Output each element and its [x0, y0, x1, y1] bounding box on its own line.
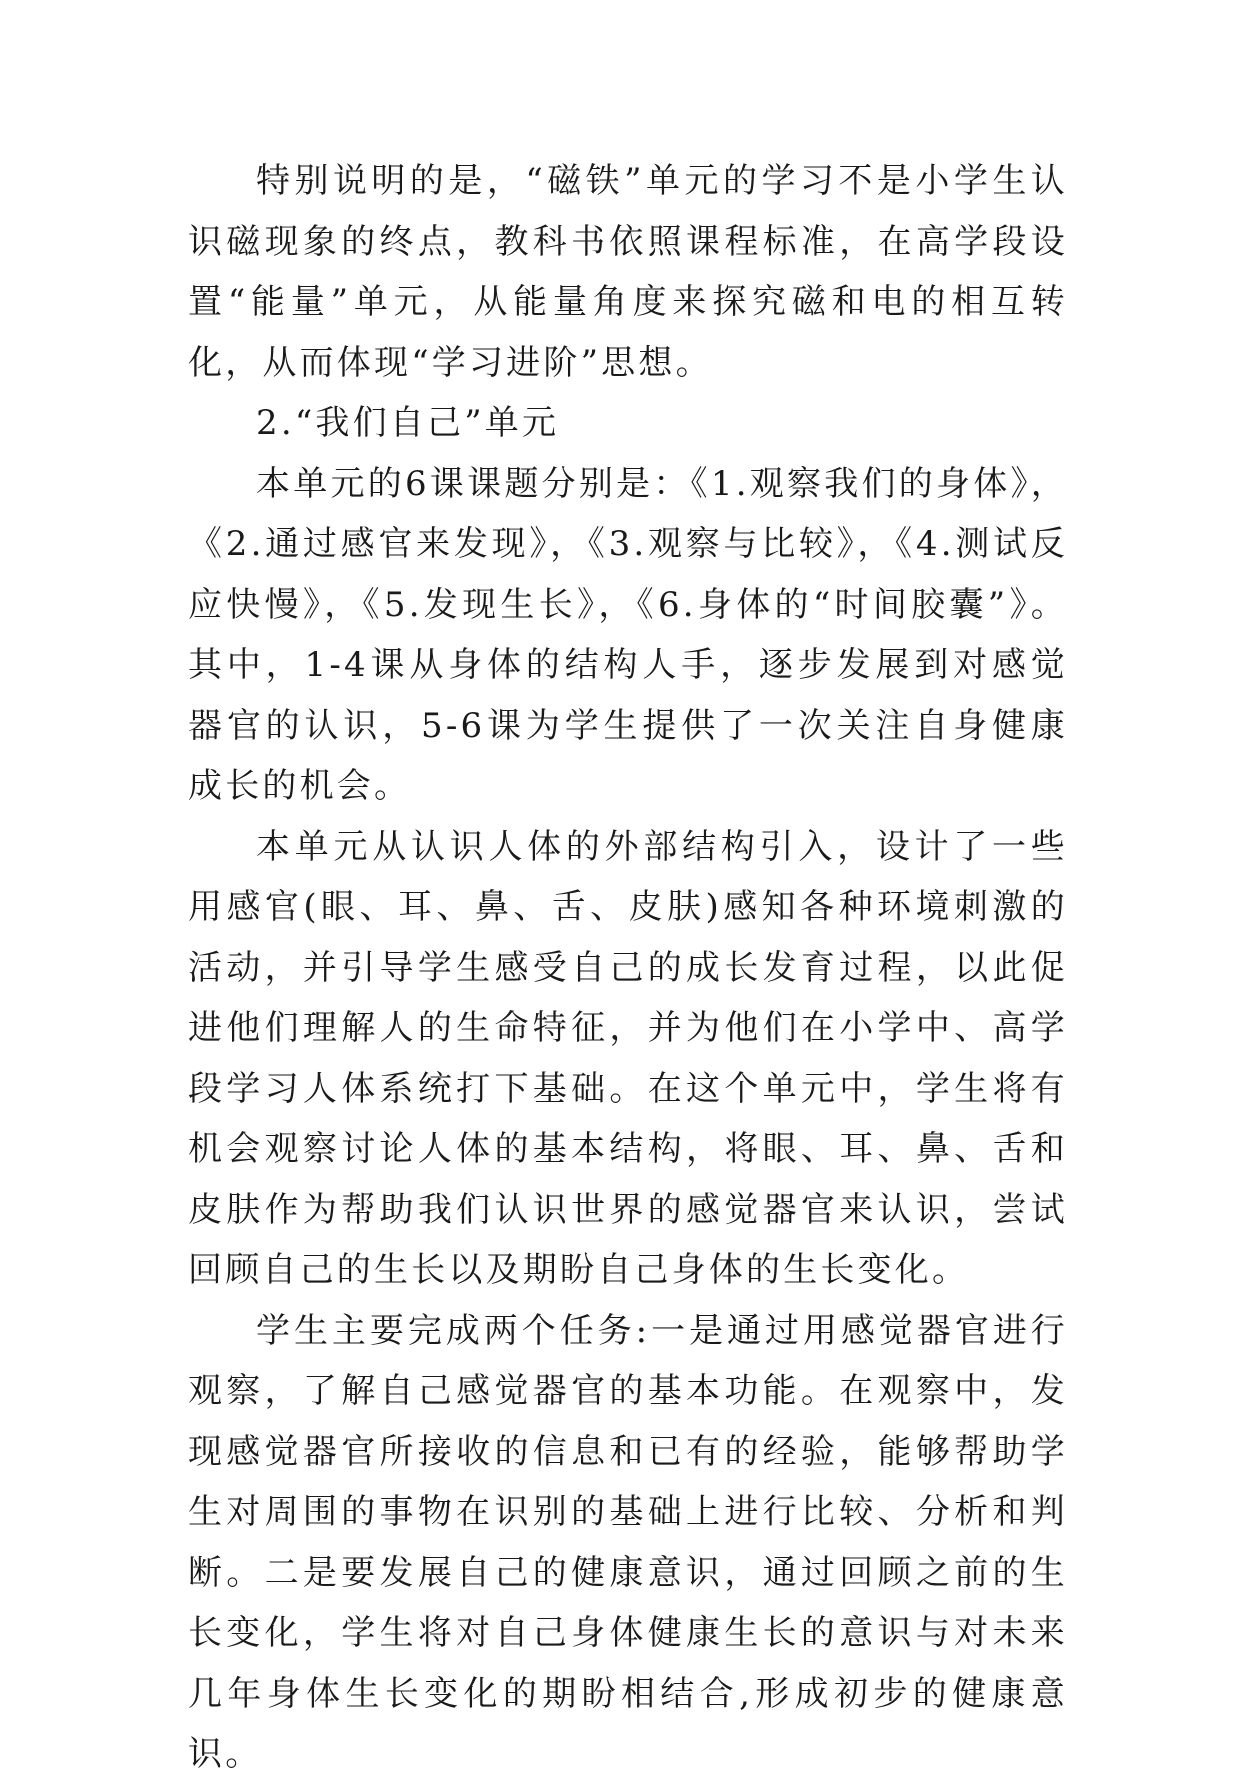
paragraph-lesson-titles: 本单元的6课课题分别是：《1.观察我们的身体》，《2.通过感官来发现》，《3.观察与比较》，《4.测试反应快慢》，《5.发现生长》，《6.身体的“时间胶囊”》。其中，1-4课从身体的结构人手，逐步发展到对感觉器官的认识，5-6课为学生提供了一次关注自身健康成长的机会。 — [188, 463, 1068, 806]
paragraph-student-tasks: 学生主要完成两个任务:一是通过用感觉器官进行观察，了解自己感觉器官的基本功能。在观察中，发现感觉器官所接收的信息和已有的经验，能够帮助学生对周围的事物在识别的基础上进行比较、分析和判断。二是要发展自己的健康意识，通过回顾之前的生长变化，学生将对自己身体健康生长的意识与对未来几年身体生长变化的期盼相结合,形成初步的健康意识。 — [188, 1310, 1068, 1774]
paragraph-magnet-note: 特别说明的是，“磁铁”单元的学习不是小学生认识磁现象的终点，教科书依照课程标准，在高学段设置“能量”单元，从能量角度来探究磁和电的相互转化，从而体现“学习进阶”思想。 — [188, 161, 1068, 383]
document-body — [188, 151, 1068, 1785]
section-heading-ourselves-unit: 2.“我们自己”单元 — [256, 403, 560, 443]
paragraph-unit-design: 本单元从认识人体的外部结构引入，设计了一些用感官(眼、耳、鼻、舌、皮肤)感知各种环境刺激的活动，并引导学生感受自己的成长发育过程，以此促进他们理解人的生命特征，并为他们在小学中、高学段学习人体系统打下基础。在这个单元中，学生将有机会观察讨论人体的基本结构，将眼、耳、鼻、舌和皮肤作为帮助我们认识世界的感觉器官来认识，尝试回顾自己的生长以及期盼自己身体的生长变化。 — [188, 826, 1068, 1290]
